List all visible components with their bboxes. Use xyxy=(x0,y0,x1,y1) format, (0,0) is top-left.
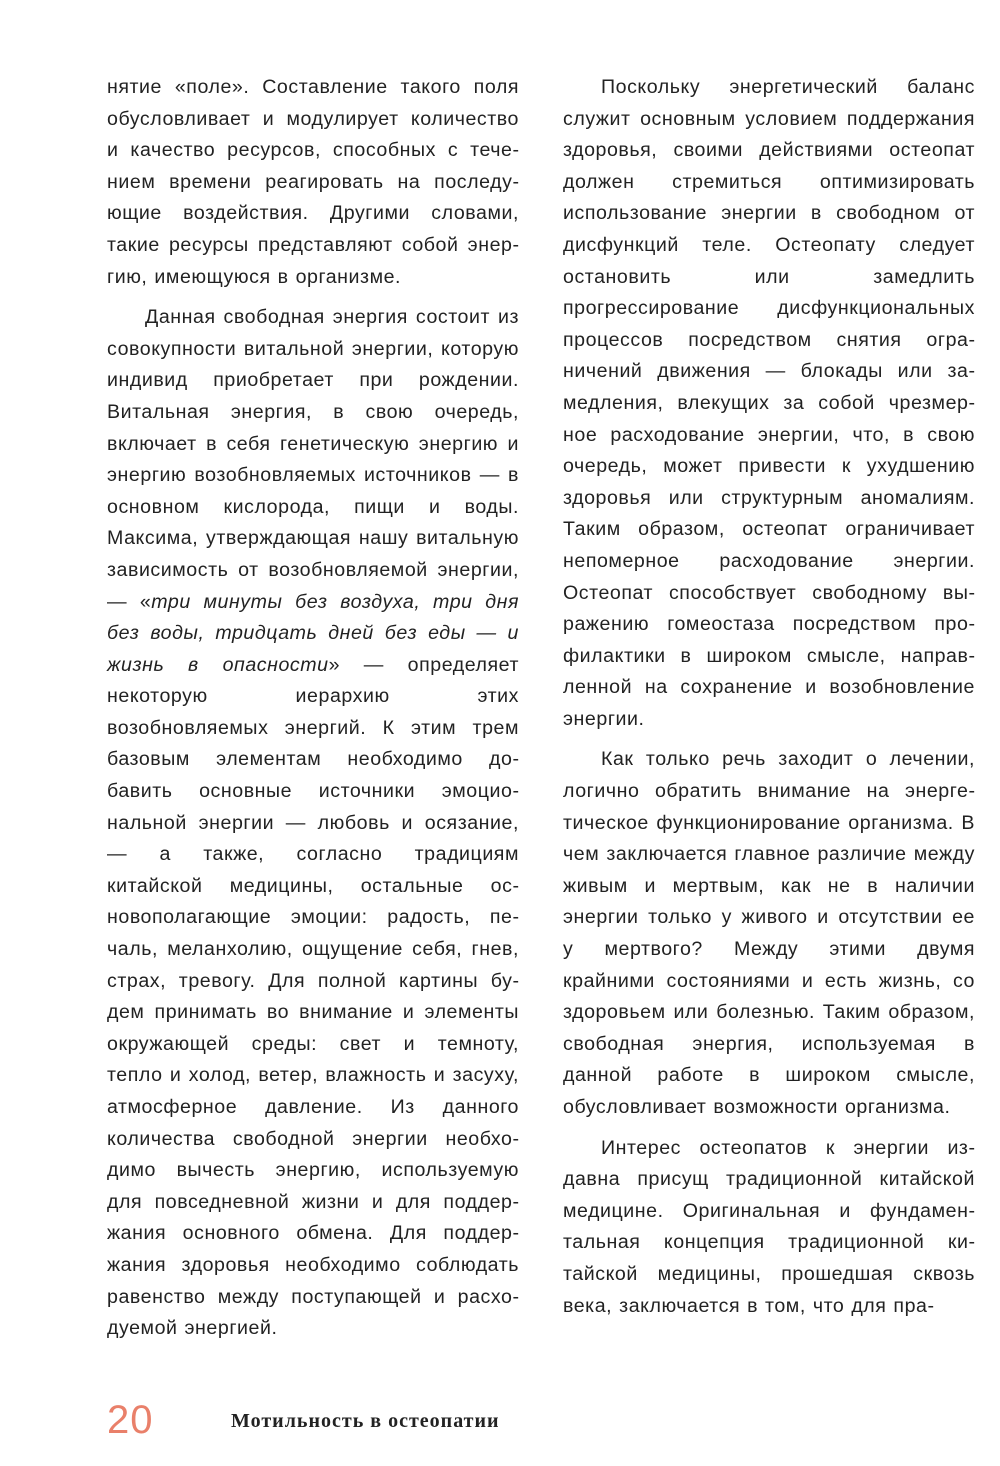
paragraph-energy-balance: Поскольку энергетический баланс служит основным условием поддержания здоровья, своими действиями остеопат должен стремиться оптимизировать использование энергии в свободном от дисфункций теле. Остеопату следует остановить или замедлить прогрессирование дисфункциональных процессов посредством снятия ограничений движения — блокады или замедления, влекущих за собой чрезмерное расходование энергии, что, в свою очередь, может привести к ухудшению здоровья или структурным аномалиям. Таким образом, остеопат ограничивает непомерное расходование энергии. Остеопат способствует свободному выражению гомеостаза посредством профилактики в широком смысле, направленной на сохранение и возобновление энергии. xyxy=(563,76,975,730)
paragraph-free-energy-part1: Данная свободная энергия состоит из совокупности витальной энергии, которую индивид приобретает при рождении. Витальная энергия, в свою очередь, включает в себя генетическую энергию и энергию возобновляемых источников — в основном кислорода, пищи и воды. Максима, утверждающая нашу витальную зависимость от возобновляемой энергии, — « xyxy=(107,306,519,613)
running-title: Мотильность в остеопатии xyxy=(231,1410,500,1432)
paragraph-continuation: нятие «поле». Составление такого поля обусловливает и модулирует количество и качество ресурсов, способных с течением времени реагировать на последующие воздействия. Другими словами, такие ресурсы представляют собой энергию, имеющуюся в организме. xyxy=(107,76,519,288)
paragraph-chinese-medicine: Интерес остеопатов к энергии издавна присущ традиционной китайской медицине. Оригинальная и фундаментальная концепция традиционной китайской медицины, прошедшая сквозь века, заключается в том, что для пра- xyxy=(563,1136,975,1317)
left-column xyxy=(107,72,519,1345)
paragraph-free-energy-part2: » — определяет некоторую иерархию этих возобновляемых энергий. К этим трем базовым элементам необходимо добавить основные источники эмоциональной энергии — любовь и осязание, — а также, согласно традициям китайской медицины, остальные основополагающие эмоции: радость, печаль, меланхолию, ощущение себя, гнев, страх, тревогу. Для полной картины будем принимать во внимание и элементы окружающей среды: свет и темноту, тепло и холод, ветер, влажность и засуху, атмосферное давление. Из данного количества свободной энергии необходимо вычесть энергию, используемую для повседневной жизни и для поддержания основного обмена. Для поддержания здоровья необходимо соблюдать равенство между поступающей и расходуемой энергией. xyxy=(107,653,519,1340)
page-footer xyxy=(107,1398,907,1448)
page-number: 20 xyxy=(107,1398,154,1442)
right-column xyxy=(563,72,975,1322)
paragraph-free-energy xyxy=(107,302,519,1345)
italic-maxim: три минуты без воздуха, три дня без воды, тридцать дней без еды — и жизнь в опасности xyxy=(107,590,519,676)
paragraph-treatment: Как только речь заходит о лечении, логично обратить внимание на энергетическое функционирование организма. В чем заключается главное различие между живым и мертвым, как не в наличии энергии только у живого и отсутствии ее у мертвого? Между этими двумя крайними состояниями и есть жизнь, со здоровьем или болезнью. Таким образом, свободная энергия, используемая в данной работе в широком смысле, обусловливает возможности организма. xyxy=(563,748,975,1118)
